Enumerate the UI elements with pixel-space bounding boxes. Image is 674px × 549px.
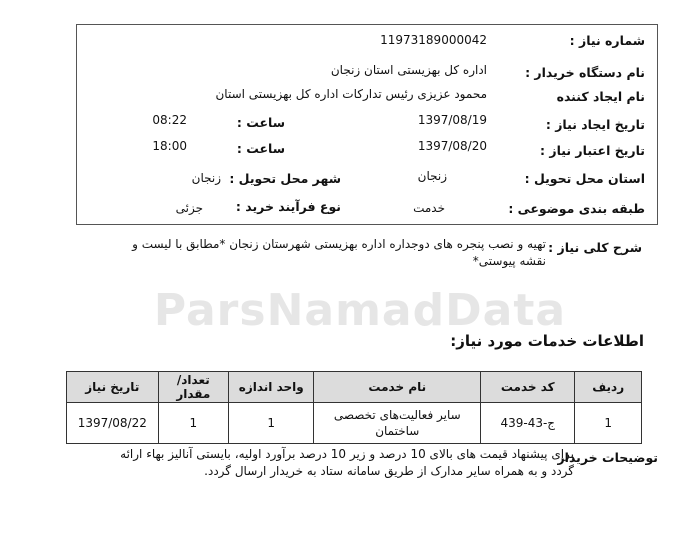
purchase-type-value: جزئی xyxy=(175,201,203,215)
province-label: استان محل تحویل : xyxy=(524,171,645,186)
services-title: اطلاعات خدمات مورد نیاز: xyxy=(450,332,644,350)
col-header-qty: تعداد/ مقدار xyxy=(158,372,228,403)
category-label: طبقه بندی موضوعی : xyxy=(508,201,645,216)
cell-row: 1 xyxy=(575,403,642,444)
services-table xyxy=(66,371,642,444)
cell-date: 1397/08/22 xyxy=(67,403,159,444)
created-time-value: 08:22 xyxy=(152,113,187,127)
need-number-value: 11973189000042 xyxy=(380,33,487,47)
cell-unit: 1 xyxy=(229,403,314,444)
buyer-value: اداره کل بهزیستی استان زنجان xyxy=(330,63,487,77)
validity-date-label: تاریخ اعتبار نیاز : xyxy=(540,143,645,158)
buyer-label: نام دستگاه خریدار : xyxy=(525,65,645,80)
creator-value: محمود عزیزی رئیس تدارکات اداره کل بهزیستی استان xyxy=(215,87,487,101)
cell-code: ج-43-439 xyxy=(481,403,575,444)
category-value: خدمت xyxy=(413,201,445,215)
col-header-date: تاریخ نیاز xyxy=(67,372,159,403)
validity-time-label: ساعت : xyxy=(236,141,285,156)
province-value: زنجان xyxy=(417,169,447,183)
col-header-row: ردیف xyxy=(575,372,642,403)
city-value: زنجان xyxy=(191,171,221,185)
created-date-label: تاریخ ایجاد نیاز : xyxy=(545,117,645,132)
buyer-notes-label: توضیحات خریدار xyxy=(557,450,658,465)
cell-name: سایر فعالیت‌های تخصصی ساختمان xyxy=(314,403,481,444)
city-label: شهر محل تحویل : xyxy=(229,171,341,186)
watermark: ParsNamadData xyxy=(153,285,567,336)
cell-qty: 1 xyxy=(158,403,228,444)
purchase-type-label: نوع فرآیند خرید : xyxy=(235,199,341,214)
validity-time-value: 18:00 xyxy=(152,139,187,153)
creator-label: نام ایجاد کننده xyxy=(556,89,645,104)
table-row xyxy=(67,403,642,444)
created-time-label: ساعت : xyxy=(236,115,285,130)
created-date-value: 1397/08/19 xyxy=(417,113,487,127)
need-number-label: شماره نیاز : xyxy=(569,33,645,48)
need-header-box xyxy=(76,24,658,225)
validity-date-value: 1397/08/20 xyxy=(417,139,487,153)
col-header-name: نام خدمت xyxy=(314,372,481,403)
buyer-notes-text: برای پیشنهاد قیمت های بالای 10 درصد و زیر 10 درصد برآورد اولیه، بایستی آنالیز بهاء ارائه گردد و به همراه سایر مدارک از طریق سامانه ستاد به خریدار ارسال گردد. xyxy=(120,447,574,478)
col-header-unit: واحد اندازه xyxy=(229,372,314,403)
col-header-code: کد خدمت xyxy=(481,372,575,403)
description-label: شرح کلی نیاز : xyxy=(548,240,642,255)
description-value: تهیه و نصب پنجره های دوجداره اداره بهزیستی شهرستان زنجان *مطابق با لیست و نقشه پیوستی* xyxy=(132,237,546,268)
